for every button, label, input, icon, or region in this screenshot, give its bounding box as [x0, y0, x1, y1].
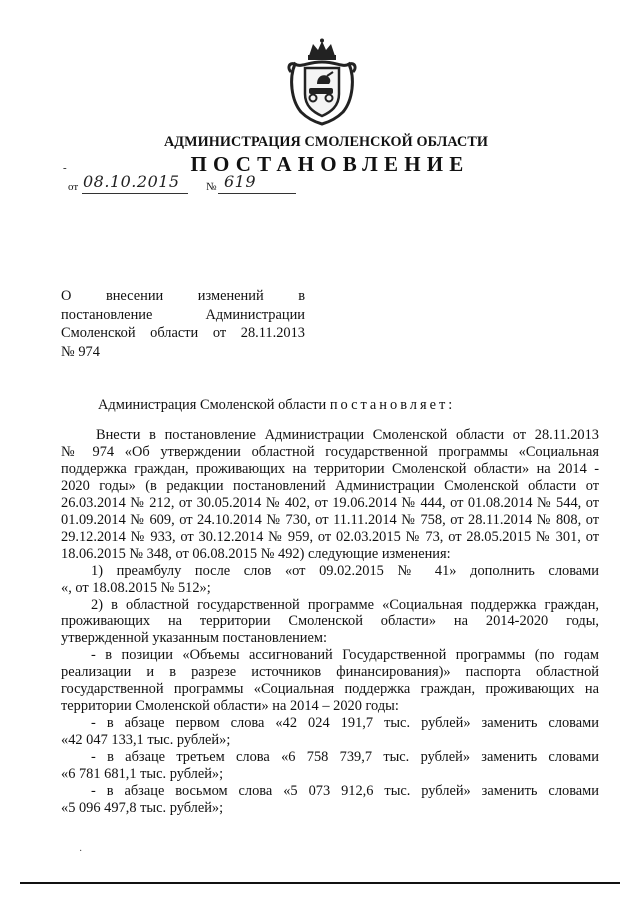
number-prefix: №: [206, 181, 217, 193]
subject-line: О внесении изменений в: [61, 288, 305, 304]
handwritten-number: 619: [224, 172, 257, 191]
body-line: - в абзаце первом слова «42 024 191,7 тыс. рублей» заменить словами: [91, 715, 599, 732]
document-type-title: ПОСТАНОВЛЕНИЕ: [190, 152, 470, 176]
subject-line: постановление Администрации: [61, 306, 305, 323]
body-line: «6 781 681,1 тыс. рублей»;: [61, 766, 224, 783]
body-line: - в абзаце восьмом слова «5 073 912,6 тыс. рублей» заменить словами: [91, 783, 599, 800]
decree-intro-verb: постановляет:: [329, 397, 456, 413]
body-line: реализации и в разрезе источников финансирования)» паспорта областной: [61, 664, 599, 681]
body-line: «5 096 497,8 тыс. рублей»;: [61, 799, 224, 816]
body-line: 1) преамбулу после слов «от 09.02.2015 № 41» дополнить словами: [91, 562, 599, 579]
margin-mark: -: [63, 162, 67, 174]
body-line: 2) в областной государственной программе «Социальная поддержка граждан,: [91, 596, 599, 613]
decree-intro: [98, 397, 455, 414]
body-line: 18.06.2015 № 348, от 06.08.2015 № 492) следующие изменения:: [61, 545, 451, 562]
organization-title: АДМИНИСТРАЦИЯ СМОЛЕНСКОЙ ОБЛАСТИ: [163, 134, 489, 150]
body-line: «, от 18.08.2015 № 512»;: [61, 579, 211, 596]
scan-artifact-dot: ·: [79, 846, 83, 857]
subject-line: № 974: [61, 343, 100, 360]
date-underline: [82, 193, 188, 194]
handwritten-date: 08.10.2015: [83, 172, 180, 191]
body-line: территории Смоленской области» на 2014 – 2020 годы:: [61, 698, 399, 715]
body-text: [61, 427, 599, 817]
body-line: «42 047 133,1 тыс. рублей»;: [61, 732, 231, 749]
body-line: проживающих на территории Смоленской области» на 2014-2020 годы,: [61, 613, 599, 630]
body-line: государственной программы «Социальная поддержка граждан, проживающих на: [61, 681, 599, 698]
body-line: утвержденной указанным постановлением:: [61, 630, 327, 647]
body-line: 01.09.2014 № 609, от 24.10.2014 № 730, от 11.11.2014 № 758, от 28.11.2014 № 808, от: [61, 511, 599, 528]
body-line: 26.03.2014 № 212, от 30.05.2014 № 402, от 19.06.2014 № 444, от 01.08.2014 № 544, от: [61, 494, 599, 511]
body-line: - в абзаце третьем слова «6 758 739,7 тыс. рублей» заменить словами: [91, 749, 599, 766]
body-line: - в позиции «Объемы ассигнований Государственной программы (по годам: [91, 647, 599, 664]
subject-line: Смоленской области от 28.11.2013: [61, 325, 305, 341]
body-line: 29.12.2014 № 933, от 30.12.2014 № 959, от 02.03.2015 № 73, от 28.05.2015 № 301, от: [61, 528, 599, 545]
number-underline: [218, 193, 296, 194]
body-line: 2020 годы» (в редакции постановлений Администрации Смоленской области от: [61, 477, 599, 494]
subject-block: [61, 287, 305, 361]
bottom-divider: [20, 882, 620, 884]
decree-intro-prefix: Администрация Смоленской области: [98, 397, 330, 413]
body-line: № 974 «Об утверждении областной государственной программы «Социальная: [61, 443, 599, 460]
date-prefix: от: [68, 181, 79, 193]
date-number-line: [68, 172, 298, 198]
body-line: Внести в постановление Администрации Смоленской области от 28.11.2013: [96, 427, 599, 443]
body-line: поддержка граждан, проживающих на территории Смоленской области» на 2014 -: [61, 460, 599, 477]
smolensk-coat-of-arms-icon: [287, 38, 357, 126]
